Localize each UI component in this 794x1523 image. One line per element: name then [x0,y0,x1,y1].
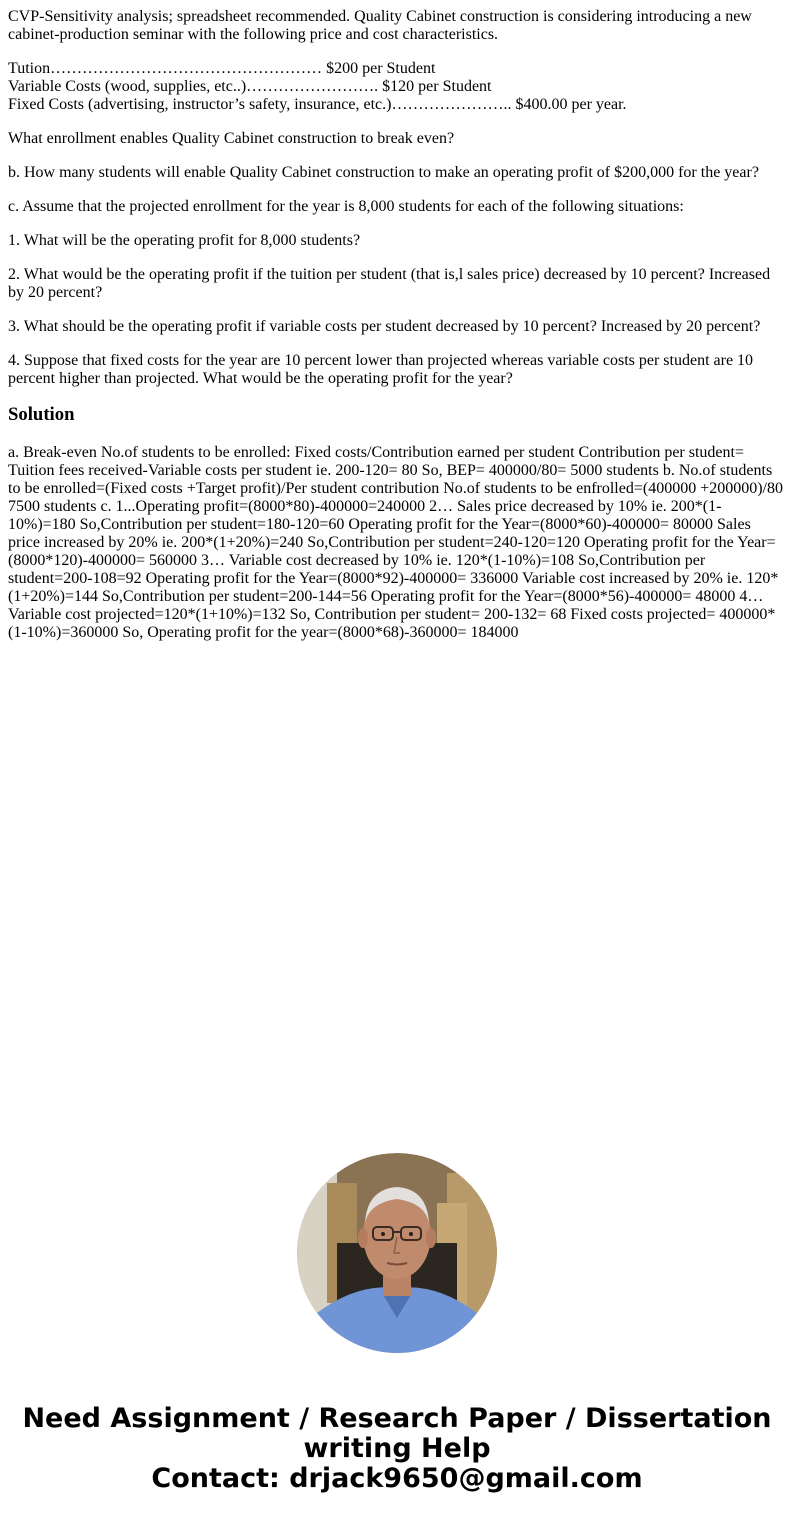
author-photo [297,1153,497,1353]
question-item-2: 2. What would be the operating profit if the tuition per student (that is,l sales price) decreased by 10 percent? Increased by 20 percent? [8,266,771,301]
question-part-b: b. How many students will enable Quality Cabinet construction to make an operating profit of $200,000 for the year? [8,164,759,181]
question-item-3: 3. What should be the operating profit if variable costs per student decreased by 10 percent? Increased by 20 percent? [8,318,761,335]
contact-line: Contact: drjack9650@gmail.com [151,1463,643,1494]
question-item-4: 4. Suppose that fixed costs for the year are 10 percent lower than projected whereas variable costs per student are 10 percent higher than projected. What would be the operating profit for the year? [8,352,754,387]
document-body [8,8,786,658]
question-part-c: c. Assume that the projected enrollment for the year is 8,000 students for each of the following situations: [8,198,684,215]
promo-footer [0,1404,794,1494]
tuition-line: Tution…………………………………………… $200 per Student [8,60,436,77]
question-item-1: 1. What will be the operating profit for 8,000 students? [8,232,361,249]
solution-body: a. Break-even No.of students to be enrolled: Fixed costs/Contribution earned per student Contribution per student= Tuition fees received-Variable costs per student ie. 200-120= 80 So, BEP= 400000/80= 5000 students b. No.of students to be enrolled=(Fixed costs +Target profit)/Per student contribution No.of students to be enfrolled=(400000 +200000)/80 7500 students c. 1...Operating profit=(8000*80)-400000=240000 2… Sales price decreased by 10% ie. 200*(1-10%)=180 So,Contribution per student=180-120=60 Operating profit for the Year=(8000*60)-400000= 80000 Sales price increased by 20% ie. 200*(1+20%)=240 So,Contribution per student=240-120=120 Operating profit for the Year=(8000*120)-400000= 560000 3… Variable cost decreased by 10% ie. 120*(1-10%)=108 So,Contribution per student=200-108=92 Operating profit for the Year=(8000*92)-400000= 336000 Variable cost increased by 20% ie. 120*(1+20%)=144 So,Contribution per student=200-144=56 Operating profit for the Year=(8000*56)-400000= 48000 4… Variable cost projected=120*(1+10%)=132 So, Contribution per student= 200-132= 68 Fixed costs projected= 400000*(1-10%)=360000 So, Operating profit for the year=(8000*68)-360000= 184000 [8,444,783,641]
promo-line-1: Need Assignment / Research Paper / Dissertation [22,1403,772,1434]
question-part-a: What enrollment enables Quality Cabinet construction to break even? [8,130,455,147]
price-cost-list [8,60,786,114]
variable-cost-line: Variable Costs (wood, supplies, etc..)……………………. $120 per Student [8,78,492,95]
promo-line-2: writing Help [303,1433,491,1464]
fixed-cost-line: Fixed Costs (advertising, instructor’s safety, insurance, etc.)………………….. $400.00 per year. [8,96,627,113]
portrait-image [297,1153,497,1353]
question-intro: CVP-Sensitivity analysis; spreadsheet recommended. Quality Cabinet construction is considering introducing a new cabinet-production seminar with the following price and cost characteristics. [8,8,752,43]
solution-heading: Solution [8,404,75,425]
